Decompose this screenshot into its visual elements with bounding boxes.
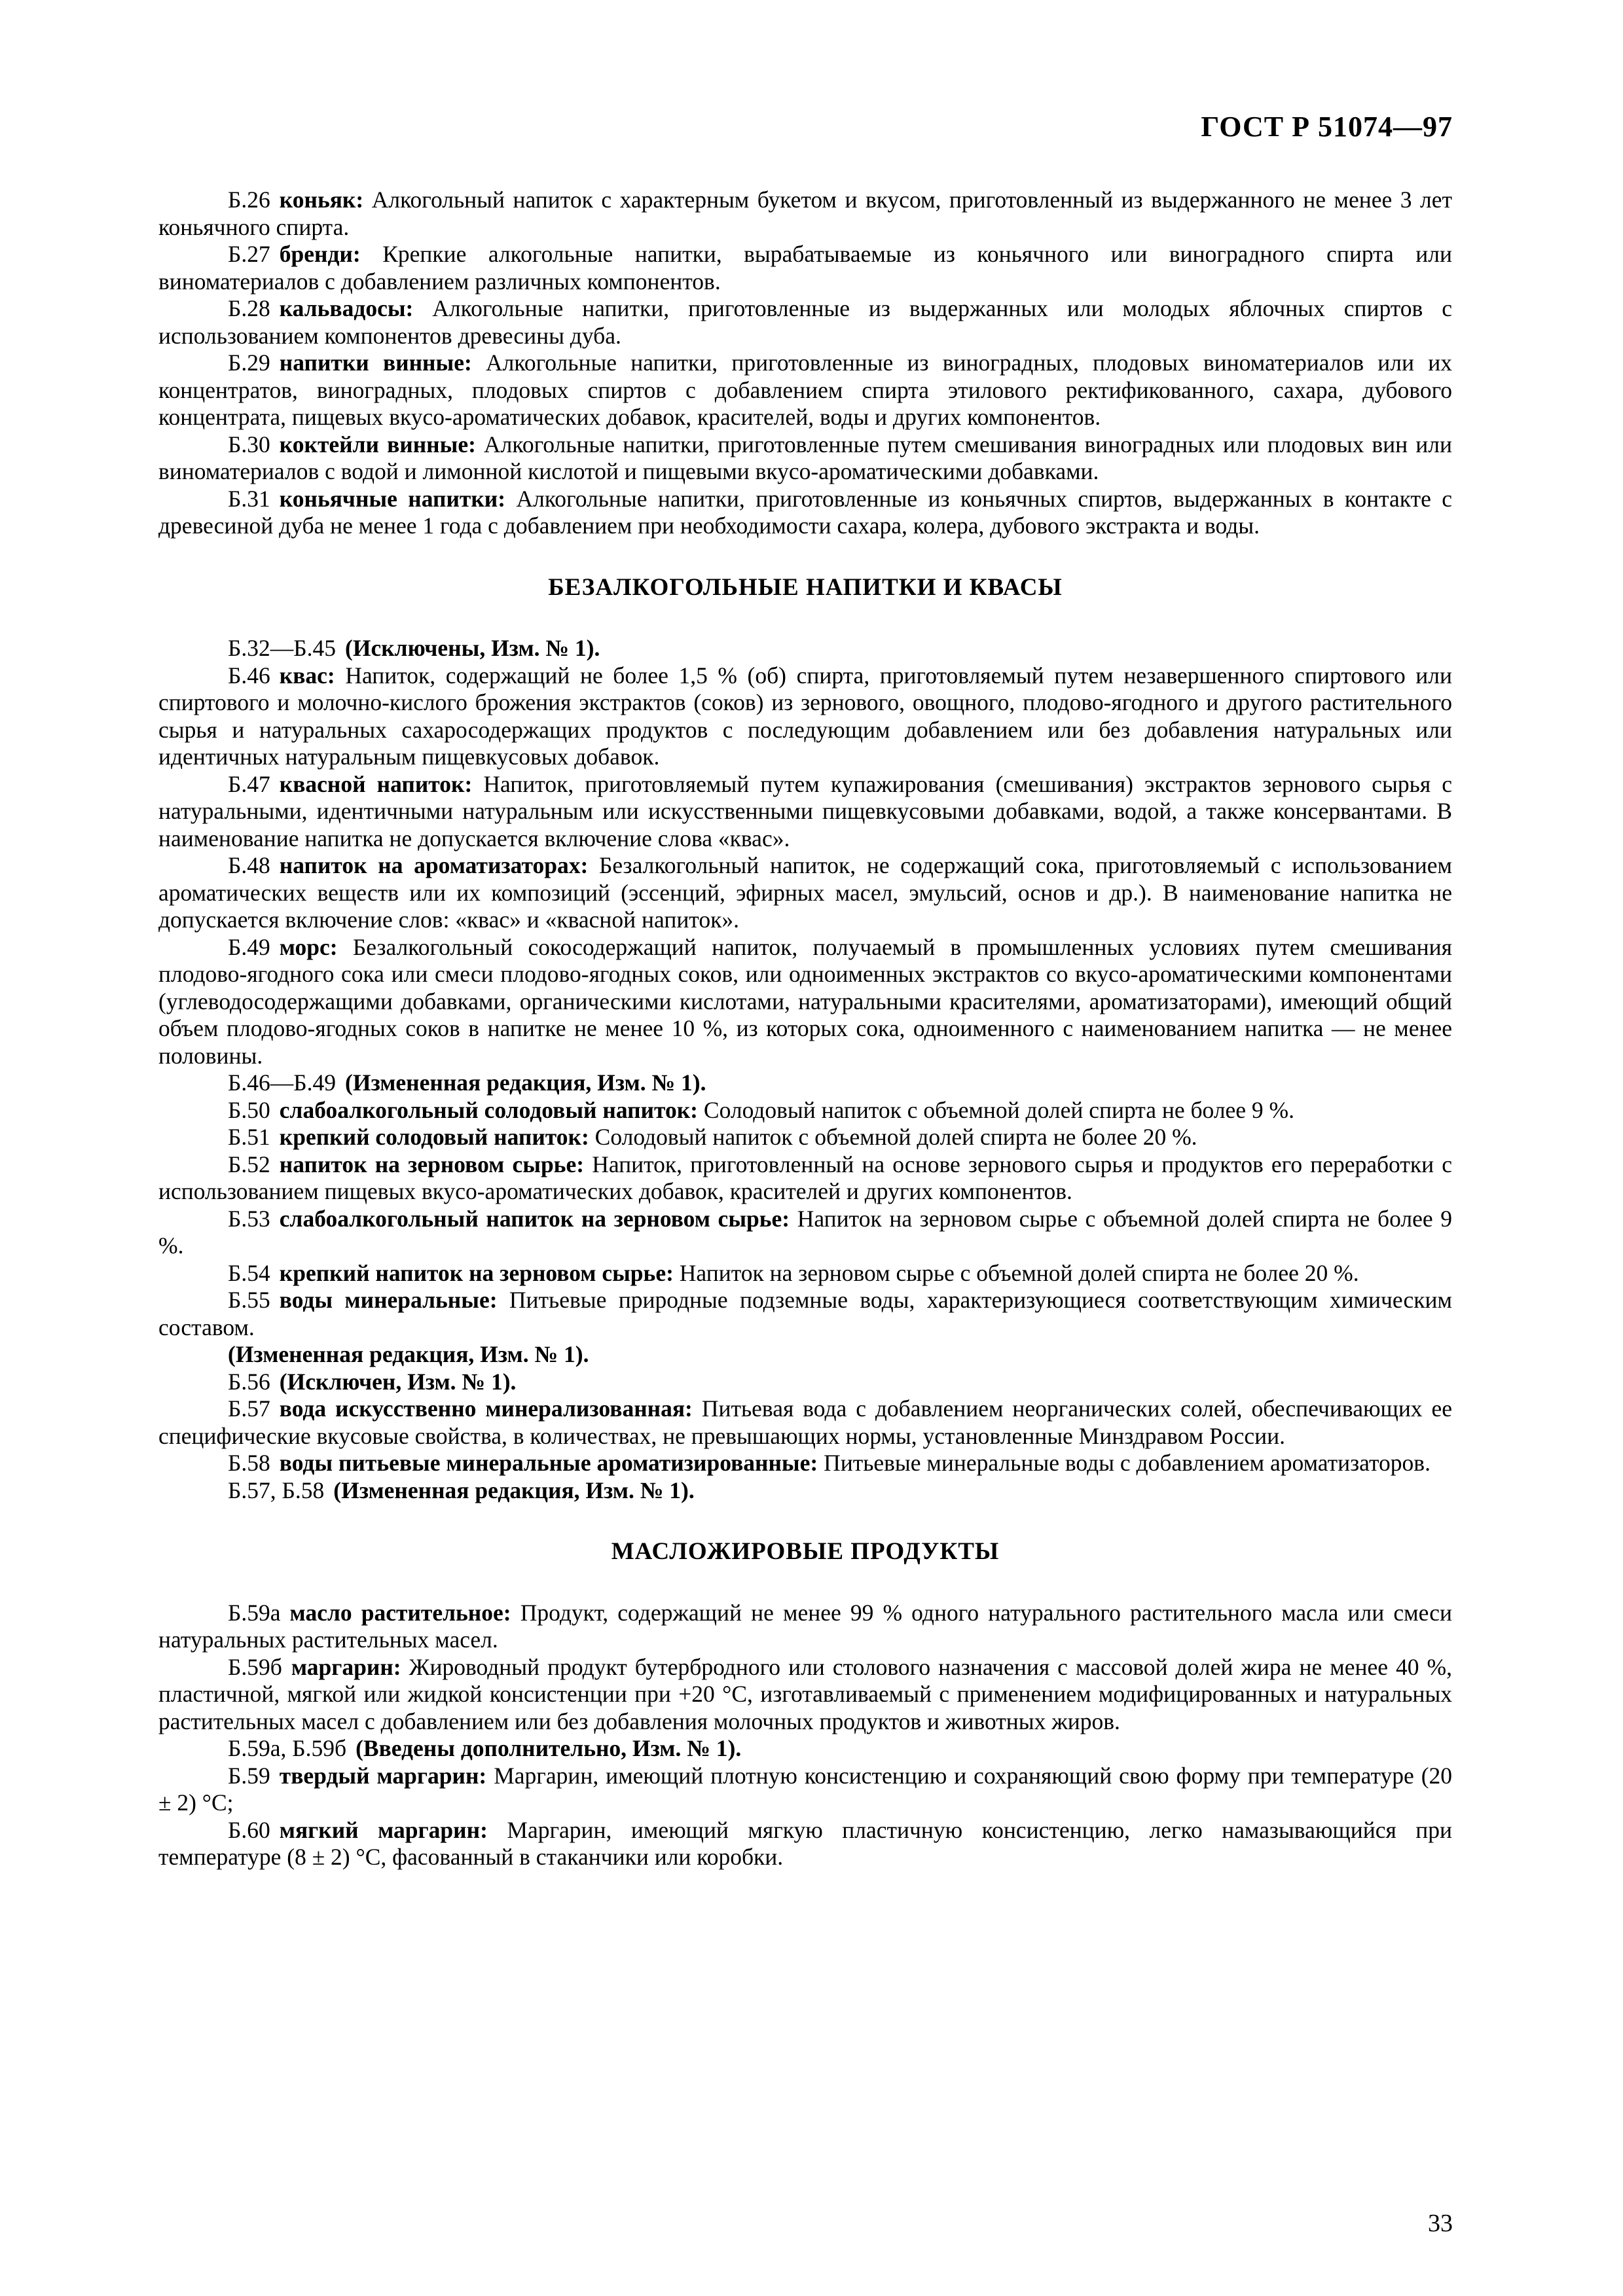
defined-term: бренди: — [279, 241, 361, 267]
definition-paragraph — [158, 350, 1452, 431]
definition-paragraph — [158, 1477, 1452, 1505]
definition-paragraph — [158, 1450, 1452, 1477]
definition-text: Напиток на зерновом сырье с объемной долей спирта не более 9 %. — [158, 1205, 1452, 1259]
clause-number: Б.31 — [228, 485, 270, 512]
clause-number: Б.32—Б.45 — [228, 635, 337, 661]
definition-paragraph — [158, 1735, 1452, 1763]
clause-number: Б.59 — [228, 1762, 270, 1789]
clause-number: Б.59а — [228, 1599, 281, 1626]
defined-term: крепкий напиток на зерновом сырье: — [279, 1259, 674, 1286]
defined-term: коктейли винные: — [279, 431, 476, 457]
defined-term: мягкий маргарин: — [279, 1816, 488, 1843]
clause-number: Б.52 — [228, 1151, 270, 1177]
clause-number: Б.60 — [228, 1816, 270, 1843]
definition-paragraph — [158, 1395, 1452, 1450]
defined-term: коньяк: — [279, 187, 364, 213]
definition-paragraph — [158, 662, 1452, 771]
definition-text: Напиток, приготовленный на основе зернового сырья и продуктов его переработки с использованием пищевых вкусо-ароматических добавок, красителей и других компонентов. — [158, 1151, 1452, 1204]
clause-number: Б.58 — [228, 1450, 270, 1476]
clause-number: Б.46—Б.49 — [228, 1069, 337, 1096]
defined-term: (Исключен, Изм. № 1). — [279, 1368, 517, 1395]
defined-term: напиток на ароматизаторах: — [279, 852, 589, 878]
definition-text: Питьевая вода с добавлением неорганических солей, обеспечивающих ее специфические вкусовые свойства, в количествах, не превышающих нормы, установленные Минздравом России. — [158, 1395, 1452, 1449]
definition-paragraph — [158, 1151, 1452, 1206]
defined-term: воды питьевые минеральные ароматизированные: — [279, 1450, 818, 1476]
clause-number: Б.54 — [228, 1259, 270, 1286]
defined-term: коньячные напитки: — [279, 485, 506, 512]
definition-paragraph — [158, 241, 1452, 295]
clause-number: Б.53 — [228, 1205, 270, 1232]
definition-paragraph — [158, 1069, 1452, 1097]
definition-text: Солодовый напиток с объемной долей спирта не более 9 %. — [703, 1096, 1295, 1123]
defined-term: (Измененная редакция, Изм. № 1). — [345, 1069, 706, 1096]
definition-text: Крепкие алкогольные напитки, вырабатываемые из коньячного или виноградного спирта или виноматериалов с добавлением различных компонентов. — [158, 241, 1452, 295]
clause-number: Б.59а, Б.59б — [228, 1735, 347, 1761]
document-header: ГОСТ Р 51074—97 — [1201, 111, 1453, 143]
definition-paragraph — [158, 486, 1452, 540]
definition-text: Напиток, содержащий не более 1,5 % (об) спирта, приготовляемый путем незавершенного спиртового или спиртового и молочно-кислого брожения экстрактов (соков) из зернового, овощного, плодово-ягодного и другого растительного сырья и натуральных сахаросодержащих продуктов с последующим добавлением или без добавления натуральных или идентичных натуральным пищевкусовых добавок. — [158, 662, 1452, 770]
definition-text: Безалкогольный сокосодержащий напиток, получаемый в промышленных условиях путем смешивания плодово-ягодного сока или смеси плодово-ягодных соков, или одноименных экстрактов со вкусо-ароматическими компонентами (углеводосодержащими добавками, органическими кислотами, натуральными красителями, ароматизаторами), имеющий общий объем плодово-ягодных соков в напитке не менее 10 %, из которых сока, одноименного с наименованием напитка — не менее половины. — [158, 933, 1453, 1069]
definition-paragraph — [158, 431, 1452, 486]
definition-text: Солодовый напиток с объемной долей спирта не более 20 %. — [594, 1124, 1197, 1150]
clause-number: Б.55 — [228, 1287, 270, 1313]
definition-paragraph — [158, 1260, 1452, 1287]
definition-text: Продукт, содержащий не менее 99 % одного натурального растительного масла или смеси натуральных растительных масел. — [158, 1599, 1453, 1653]
definition-text: Напиток, приготовляемый путем купажирования (смешивания) экстрактов зернового сырья с натуральными, идентичными натуральным или искусственными пищевкусовыми добавками, водой, а также консервантами. В наименование напитка не допускается включение слова «квас». — [158, 770, 1453, 852]
clause-number: Б.56 — [228, 1368, 270, 1395]
clause-number: Б.57 — [228, 1395, 270, 1422]
defined-term: кальвадосы: — [279, 295, 414, 321]
definition-paragraph — [158, 852, 1452, 934]
clause-number: Б.51 — [228, 1124, 270, 1150]
definition-paragraph — [158, 1206, 1452, 1260]
definition-paragraph — [158, 1341, 1452, 1369]
clause-number: Б.27 — [228, 241, 270, 267]
defined-term: слабоалкогольный солодовый напиток: — [279, 1096, 699, 1123]
clause-number: Б.59б — [228, 1653, 282, 1680]
definition-paragraph — [158, 1654, 1452, 1736]
definition-paragraph — [158, 1817, 1452, 1871]
definition-text: Алкогольные напитки, приготовленные из выдержанных или молодых яблочных спиртов с использованием компонентов древесины дуба. — [158, 295, 1453, 349]
section-heading: МАСЛОЖИРОВЫЕ ПРОДУКТЫ — [611, 1538, 1000, 1565]
section-heading: БЕЗАЛКОГОЛЬНЫЕ НАПИТКИ И КВАСЫ — [548, 573, 1063, 601]
defined-term: масло растительное: — [289, 1599, 511, 1626]
defined-term: квасной напиток: — [279, 770, 473, 797]
definition-text: Алкогольные напитки, приготовленные из виноградных, плодовых виноматериалов или их концентратов, виноградных, плодовых спиртов с добавлением спирта этилового ректификованного, сахара, дубового концентрата, пищевых вкусо-ароматических добавок, красителей, воды и других компонентов. — [158, 350, 1452, 430]
definition-paragraph — [158, 934, 1452, 1070]
definition-text: Маргарин, имеющий мягкую пластичную консистенцию, легко намазывающийся при температуре (8 ± 2) °C, фасованный в стаканчики или коробки. — [158, 1816, 1453, 1870]
definition-text: Безалкогольный напиток, не содержащий сока, приготовляемый с использованием ароматических веществ или их композиций (эссенций, эфирных масел, эмульсий, основ и др.). В наименование напитка не допускается включение слов: «квас» и «квасной напиток». — [158, 852, 1453, 933]
clause-number: Б.57, Б.58 — [228, 1477, 325, 1503]
definition-paragraph — [158, 1600, 1452, 1654]
defined-term: (Исключены, Изм. № 1). — [345, 635, 600, 661]
clause-number: Б.49 — [228, 933, 270, 960]
definition-paragraph — [158, 1287, 1452, 1341]
clause-number: Б.29 — [228, 350, 270, 376]
definition-text: Жироводный продукт бутербродного или столового назначения с массовой долей жира не менее 40 %, пластичной, мягкой или жидкой консистенции при +20 °C, изготавливаемый с применением модифицированных и натуральных растительных масел с добавлением или без добавления молочных продуктов и животных жиров. — [158, 1653, 1452, 1734]
defined-term: воды минеральные: — [279, 1287, 498, 1313]
definition-text: Алкогольный напиток с характерным букетом и вкусом, приготовленный из выдержанного не менее 3 лет коньячного спирта. — [158, 187, 1452, 240]
clause-number: Б.28 — [228, 295, 270, 321]
definition-text: Алкогольные напитки, приготовленные путем смешивания виноградных или плодовых вин или виноматериалов с водой и лимонной кислотой и пищевыми вкусо-ароматическими добавками. — [158, 431, 1452, 484]
definition-paragraph — [158, 1124, 1452, 1151]
document-body — [158, 187, 1452, 1871]
page-number: 33 — [1428, 2210, 1453, 2237]
defined-term: напиток на зерновом сырье: — [279, 1151, 585, 1177]
defined-term: квас: — [279, 662, 335, 689]
definition-text: Напиток на зерновом сырье с объемной долей спирта не более 20 %. — [679, 1259, 1359, 1286]
defined-term: вода искусственно минерализованная: — [279, 1395, 693, 1422]
clause-number: Б.46 — [228, 662, 270, 689]
defined-term: (Измененная редакция, Изм. № 1). — [333, 1477, 695, 1503]
defined-term: (Измененная редакция, Изм. № 1). — [228, 1341, 589, 1367]
definition-text: Маргарин, имеющий плотную консистенцию и сохраняющий свою форму при температуре (20 ± 2) °C; — [158, 1762, 1453, 1816]
definition-text: Питьевые природные подземные воды, характеризующиеся соответствующим химическим составом. — [158, 1287, 1453, 1340]
clause-number: Б.47 — [228, 770, 270, 797]
clause-number: Б.48 — [228, 852, 270, 878]
defined-term: (Введены дополнительно, Изм. № 1). — [356, 1735, 742, 1761]
clause-number: Б.30 — [228, 431, 270, 457]
definition-text: Питьевые минеральные воды с добавлением ароматизаторов. — [824, 1450, 1431, 1476]
defined-term: морс: — [279, 933, 338, 960]
defined-term: твердый маргарин: — [279, 1762, 487, 1789]
definition-paragraph — [158, 771, 1452, 853]
definition-paragraph — [158, 1097, 1452, 1124]
defined-term: слабоалкогольный напиток на зерновом сырье: — [279, 1205, 790, 1232]
definition-paragraph — [158, 295, 1452, 350]
clause-number: Б.26 — [228, 187, 270, 213]
clause-number: Б.50 — [228, 1096, 270, 1123]
definition-paragraph — [158, 1763, 1452, 1817]
defined-term: крепкий солодовый напиток: — [279, 1124, 589, 1150]
defined-term: напитки винные: — [279, 350, 472, 376]
defined-term: маргарин: — [291, 1653, 401, 1680]
definition-paragraph — [158, 1369, 1452, 1396]
definition-paragraph — [158, 635, 1452, 662]
definition-text: Алкогольные напитки, приготовленные из коньячных спиртов, выдержанных в контакте с древесиной дуба не менее 1 года с добавлением при необходимости сахара, колера, дубового экстракта и воды. — [158, 485, 1452, 539]
definition-paragraph — [158, 187, 1452, 241]
